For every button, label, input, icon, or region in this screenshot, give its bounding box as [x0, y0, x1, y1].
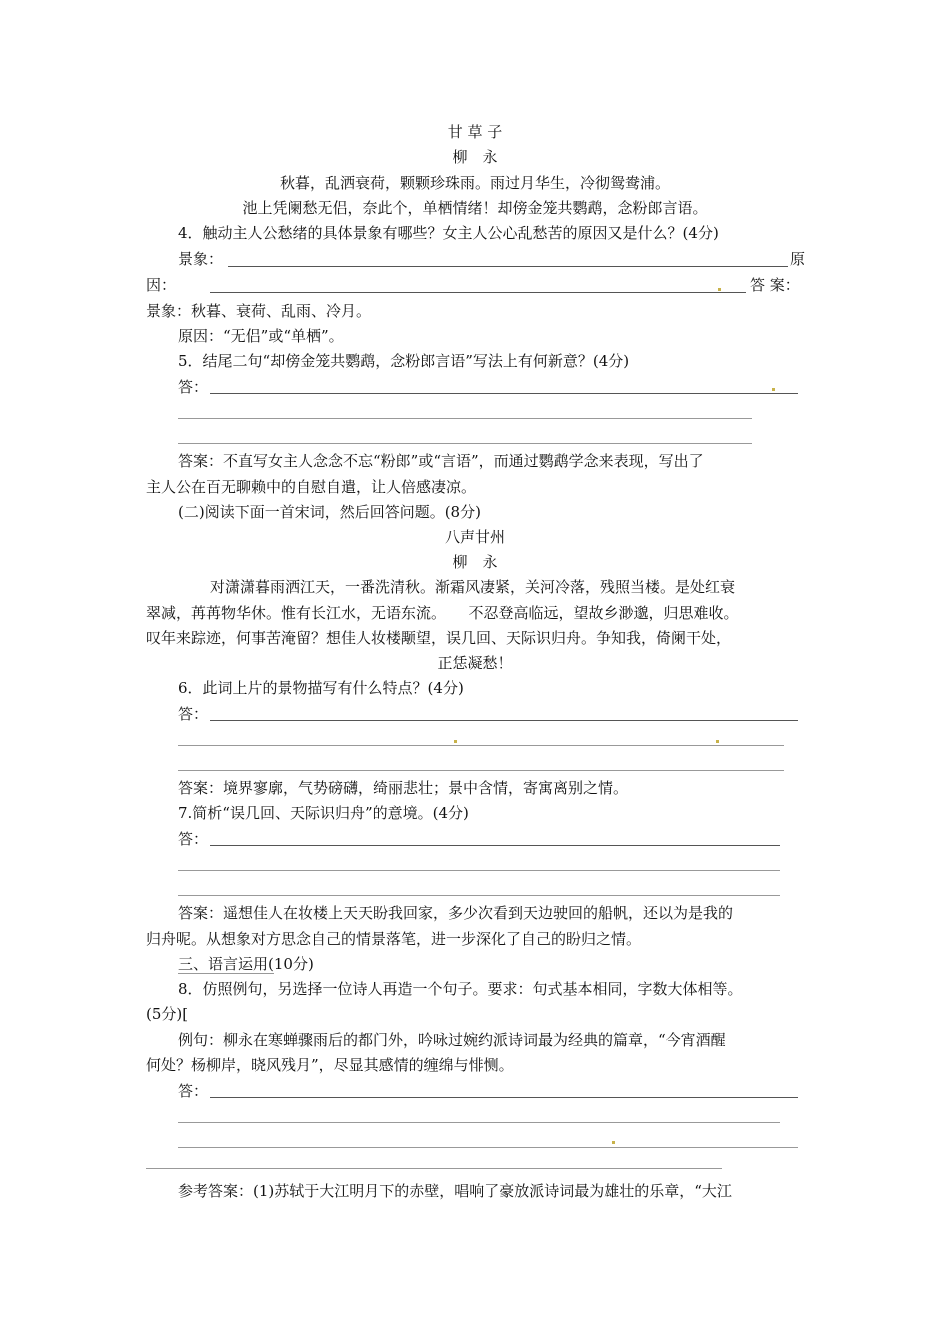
q6-answer: 答案：境界寥廓，气势磅礴，绮丽悲壮；景中含情，寄寓离别之情。	[178, 779, 629, 797]
poem2-line-3: 叹年来踪迹，何事苦淹留？想佳人妆楼颙望，误几回、天际识归舟。争知我，倚阑干处，	[146, 629, 732, 647]
q6-answer-prompt: 答：	[178, 705, 209, 723]
q7-answer-line-2-text: 归舟呢。从想象对方思念自己的情景落笔，进一步深化了自己的盼归之情。	[146, 930, 642, 948]
q4-answer-label: 答 案：	[750, 276, 800, 294]
q8-answer-prompt: 答：	[178, 1082, 209, 1100]
q7-answer-line-1-text: 答案：遥想佳人在妆楼上天天盼我回家，多少次看到天边驶回的船帆，还以为是我的	[178, 904, 734, 922]
section-3-heading-underline	[178, 973, 274, 974]
q8-answer-line-2	[178, 1122, 780, 1123]
poem1-author: 柳 永	[452, 148, 498, 166]
section-2-intro: (二)阅读下面一首宋词，然后回答问题。(8分)	[178, 503, 481, 521]
q4-reason-label-part1: 原	[790, 250, 806, 268]
poem2-title: 八声甘州	[444, 528, 505, 546]
poem2-line-2: 翠减，苒苒物华休。惟有长江水，无语东流。 不忍登高临远，望故乡渺邈，归思难收。	[146, 604, 739, 622]
q6-answer-line-3	[178, 770, 784, 771]
q5-answer-line-2	[178, 418, 752, 419]
question-8-line-2: (5分)[	[146, 1005, 189, 1023]
q4-scene-answer-line	[228, 266, 788, 267]
poem2-line-4: 正恁凝愁！	[437, 654, 513, 672]
question-8-line-1: 8．仿照例句，另选择一位诗人再造一个句子。要求：句式基本相同，字数大体相等。	[178, 980, 743, 998]
section-3-heading: 三、语言运用(10分)	[178, 955, 314, 973]
q4-reason-label-part2: 因：	[146, 276, 177, 294]
q4-scene-label: 景象：	[178, 250, 224, 268]
q8-example-line-2: 何处？杨柳岸，晓风残月”，尽显其感情的缠绵与悱恻。	[146, 1056, 514, 1074]
q4-answer-reason: 原因：“无侣”或“单栖”。	[178, 327, 344, 345]
q5-answer-line-2-text: 主人公在百无聊赖中的自慰自遣，让人倍感凄凉。	[146, 478, 477, 496]
q4-reason-answer-line	[210, 292, 746, 293]
q5-answer-line-1-text: 答案：不直写女主人念念不忘“粉郎”或“言语”，而通过鹦鹉学念来表现，写出了	[178, 452, 704, 470]
q6-answer-line-1	[210, 720, 798, 721]
question-7: 7.简析“误几回、天际识归舟”的意境。(4分)	[178, 804, 469, 822]
poem1-title: 甘 草 子	[447, 123, 503, 141]
q5-answer-line-3	[178, 443, 752, 444]
q7-answer-line-1	[210, 845, 780, 846]
q6-answer-line-2	[178, 745, 784, 746]
question-5: 5．结尾二句“却傍金笼共鹦鹉，念粉郎言语”写法上有何新意？(4分)	[178, 352, 630, 370]
reference-answer: 参考答案：(1)苏轼于大江明月下的赤壁，唱响了豪放派诗词最为雄壮的乐章，“大江	[178, 1182, 732, 1200]
q5-answer-prompt: 答：	[178, 378, 209, 396]
q8-answer-line-1	[210, 1097, 798, 1098]
poem2-author: 柳 永	[452, 553, 498, 571]
scan-speck	[454, 740, 457, 743]
q7-answer-line-3	[178, 895, 780, 896]
scan-speck	[612, 1141, 615, 1144]
scan-speck	[716, 740, 719, 743]
q8-example-line-1: 例句：柳永在寒蝉骤雨后的都门外，吟咏过婉约派诗词最为经典的篇章，“今宵酒醒	[178, 1031, 726, 1049]
poem1-line-2: 池上凭阑愁无侣，奈此个，单栖情绪！却傍金笼共鹦鹉，念粉郎言语。	[242, 199, 708, 217]
question-6: 6．此词上片的景物描写有什么特点？(4分)	[178, 679, 464, 697]
scan-speck	[772, 388, 775, 391]
q5-answer-line-1	[210, 393, 798, 394]
q7-answer-line-2	[178, 870, 780, 871]
q8-answer-line-3	[178, 1147, 798, 1148]
scan-speck	[718, 288, 721, 291]
poem1-line-1: 秋暮，乱洒衰荷，颗颗珍珠雨。雨过月华生，冷彻鸳鸯浦。	[279, 174, 670, 192]
q4-answer-scene: 景象：秋暮、衰荷、乱雨、冷月。	[146, 302, 372, 320]
reference-separator	[146, 1168, 722, 1169]
poem2-line-1: 对潇潇暮雨洒江天，一番洗清秋。渐霜风凄紧，关河冷落，残照当楼。是处红衰	[210, 578, 736, 596]
q7-answer-prompt: 答：	[178, 830, 209, 848]
question-4: 4．触动主人公愁绪的具体景象有哪些？女主人公心乱愁苦的原因又是什么？(4分)	[178, 224, 719, 242]
